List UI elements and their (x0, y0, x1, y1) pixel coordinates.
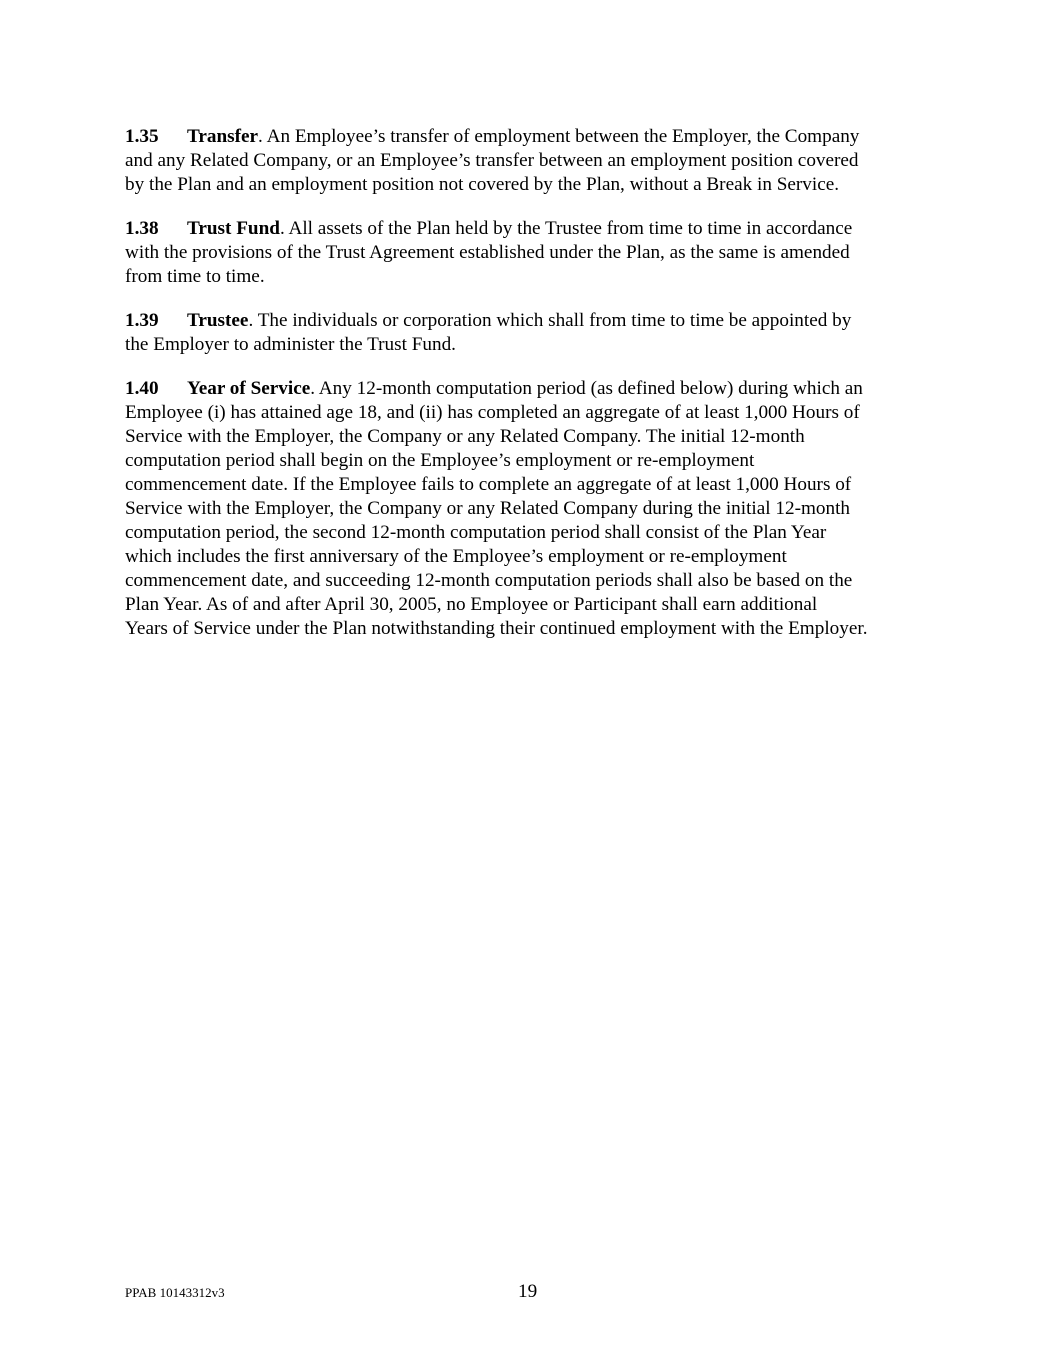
section-first-line (125, 309, 935, 333)
section-term: Transfer (187, 126, 259, 147)
section-1-35-transfer (125, 125, 935, 197)
section-text-line: computation period shall begin on the Employee’s employment or re-employment (125, 450, 755, 471)
section-text-line: commencement date, and succeeding 12-month computation periods shall also be based on the (125, 570, 853, 591)
section-text: . All assets of the Plan held by the Trustee from time to time in accordance (279, 218, 853, 239)
section-number: 1.35 (125, 126, 159, 147)
section-text: . An Employee’s transfer of employment between the Employer, the Company (258, 126, 860, 147)
section-text-line: with the provisions of the Trust Agreement established under the Plan, as the same is amended (125, 242, 850, 263)
section-text-line: which includes the first anniversary of the Employee’s employment or re-employment (125, 546, 787, 567)
section-text-line: from time to time. (125, 266, 265, 287)
section-text-line: Years of Service under the Plan notwithstanding their continued employment with the Employer. (125, 618, 868, 639)
section-text-line: Service with the Employer, the Company or any Related Company. The initial 12-month (125, 426, 805, 447)
section-text-line: by the Plan and an employment position not covered by the Plan, without a Break in Service. (125, 174, 840, 195)
section-first-line (125, 217, 935, 241)
section-first-line (125, 377, 935, 401)
section-1-39-trustee (125, 309, 935, 357)
section-1-40-year-of-service (125, 377, 935, 641)
section-term: Year of Service (187, 378, 311, 399)
section-first-line (125, 125, 935, 149)
page-number: 19 (518, 1281, 538, 1302)
section-text-line: Employee (i) has attained age 18, and (ii) has completed an aggregate of at least 1,000 Hours of (125, 402, 860, 423)
section-text: . The individuals or corporation which shall from time to time be appointed by (248, 310, 852, 331)
section-term: Trustee (187, 310, 249, 331)
section-text-line: computation period, the second 12-month computation period shall consist of the Plan Year (125, 522, 827, 543)
section-text: . Any 12-month computation period (as defined below) during which an (310, 378, 863, 399)
section-text-line: Plan Year. As of and after April 30, 2005, no Employee or Participant shall earn additional (125, 594, 818, 615)
section-number: 1.40 (125, 378, 159, 399)
section-number: 1.39 (125, 310, 159, 331)
document-id: PPAB 10143312v3 (125, 1285, 225, 1300)
section-1-38-trust-fund (125, 217, 935, 289)
section-term: Trust Fund (187, 218, 280, 239)
section-text-line: the Employer to administer the Trust Fund. (125, 334, 456, 355)
section-text-line: Service with the Employer, the Company or any Related Company during the initial 12-month (125, 498, 851, 519)
section-number: 1.38 (125, 218, 159, 239)
section-text-line: and any Related Company, or an Employee’s transfer between an employment position covered (125, 150, 859, 171)
section-text-line: commencement date. If the Employee fails to complete an aggregate of at least 1,000 Hours of (125, 474, 852, 495)
